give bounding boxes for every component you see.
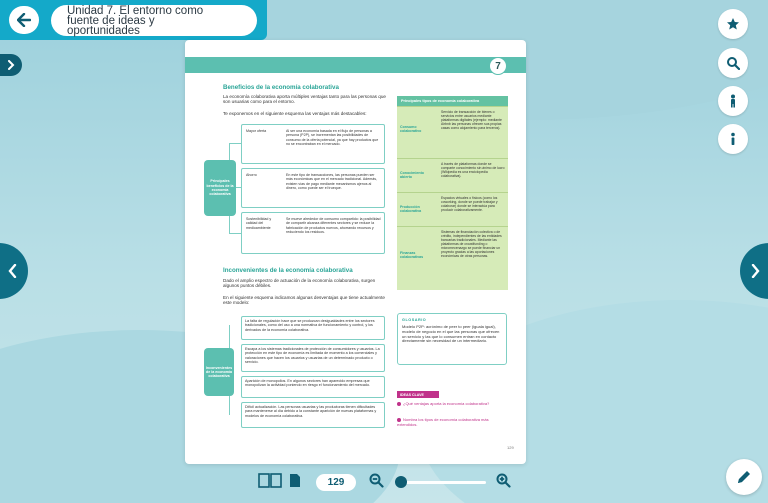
table-key: Producción colaborativa <box>400 205 422 214</box>
info-button[interactable] <box>718 124 748 154</box>
accessibility-button[interactable] <box>718 86 748 116</box>
connector-line <box>229 143 241 144</box>
paragraph: La economía colaborativa aporta múltiples ventajas tanto para las personas que son usuarias como para el entorno. <box>223 94 386 105</box>
chapter-number-badge: 7 <box>489 57 507 75</box>
table-value: Espacios virtuales o físicos (como los coworking, donde se puede trabajar y colaborar) donde se interactúa para producir colaborativamente. <box>441 196 498 212</box>
bookmark-button[interactable] <box>718 9 748 39</box>
key-idea-text: ¿Qué ventajas aporta la economía colaborativa? <box>403 401 490 407</box>
benefit-label: Ahorro <box>246 173 257 177</box>
types-table <box>397 96 508 290</box>
unit-title-line: Unidad 7. El entorno como <box>67 4 204 17</box>
zoom-in-icon <box>496 473 511 488</box>
edit-button[interactable] <box>726 459 762 495</box>
header-bar <box>0 0 267 40</box>
previous-page-button[interactable] <box>0 243 28 299</box>
double-page-icon <box>258 473 282 488</box>
drawback-item: Difícil actualización. Las personas usuarias y las productoras tienen dificultades para mantenerse al día debido a la constante aparición de nuevas plataformas y modelos de economía colaborativa. <box>241 402 385 428</box>
zoom-slider-track[interactable] <box>398 481 486 484</box>
person-icon <box>727 94 739 108</box>
key-ideas-tag: IDEAS CLAVE <box>397 391 439 398</box>
glossary-text: Modelo P2P: acrónimo de peer to peer (iguala igual), modelo de negocio en el que las personas que ofrecen un servicio y las que lo consumen entran en contacto directamente sin necesidad de un intermediario. <box>402 324 500 344</box>
drawback-item: La falta de regulación hace que se produzcan desigualdades entre los sectores tradicionales, como del uso a una normativa de funcionamiento y control, y los derivados de la economía colaborativa. <box>241 316 385 340</box>
benefit-item <box>241 124 385 164</box>
table-key: Consumo colaborativo <box>400 125 422 134</box>
zoom-out-icon <box>369 473 384 488</box>
benefit-label: Sostenibilidad y calidad del medioambiente <box>246 217 272 230</box>
key-idea-question <box>397 402 497 407</box>
table-value: A través de plataformas donde se comparte conocimiento sin ánimo de lucro (Wikipedia es una enciclopedia colaborativa). <box>441 162 505 178</box>
benefit-item <box>241 212 385 254</box>
benefit-text: En este tipo de transacciones, las personas pueden ser más económicas que en el mercado tradicional. Además, existen vías de pago mediante mecanismos ajenos al dinero, como puede ser el trueque. <box>286 173 378 190</box>
single-page-view-button[interactable] <box>289 473 301 488</box>
double-page-view-button[interactable] <box>258 473 282 488</box>
table-value: Servicio de transacción de bienes o servicios entre usuarios mediante plataformas digitales (ejemplo: mediante Airbnb las personas ofrecen sus propias casas como alojamiento para terceros). <box>441 110 502 130</box>
back-button[interactable] <box>9 6 39 34</box>
zoom-in-button[interactable] <box>496 473 511 488</box>
table-key: Finanzas colaborativas <box>400 251 424 260</box>
unit-title-text <box>67 6 203 36</box>
search-icon <box>726 56 740 70</box>
diagram-hub: Principales beneficios de la economía colaborativa <box>204 160 236 216</box>
table-header: Principales tipos de economía colaborativa <box>397 96 508 106</box>
paragraph: Dado el amplio espectro de actuación de la economía colaborativa, surgen algunos puntos débiles. <box>223 278 376 289</box>
benefit-item <box>241 168 385 208</box>
key-idea-question <box>397 418 497 428</box>
key-idea-text: Nombra los tipos de economía colaborativa más extendidos. <box>397 417 489 427</box>
arrow-left-icon <box>17 13 31 27</box>
unit-title-line: fuente de ideas y <box>67 14 155 27</box>
section-title: Beneficios de la economía colaborativa <box>223 84 339 91</box>
glossary-box <box>397 313 507 365</box>
unit-title <box>51 5 257 36</box>
chevron-left-icon <box>8 264 17 278</box>
table-row <box>397 192 508 226</box>
benefit-text: Se mueve alrededor de consumo compartido: la posibilidad de compartir alcanza diferentes sectores y se reduce la fabricación de productos nuevos, ahorrando recursos y reduciendo los residuos. <box>286 217 381 234</box>
table-row <box>397 106 508 158</box>
unit-title-line: oportunidades <box>67 24 140 37</box>
page-folio: 129 <box>507 445 514 450</box>
next-page-button[interactable] <box>740 243 768 299</box>
bullet-icon <box>397 402 401 406</box>
sidebar-toggle-button[interactable] <box>0 54 22 76</box>
info-icon <box>728 132 738 146</box>
drawback-item: Escapa a los sistemas tradicionales de protección de consumidores y usuarios. La protección en este tipo de economía es limitada de momento a los comerciales y valoraciones que hacen los usuarios y usuarias de un determinado producto o servicio. <box>241 344 385 372</box>
table-row <box>397 226 508 290</box>
benefit-label: Mayor oferta <box>246 129 267 133</box>
benefit-text: Al ser una economía basada en el flujo de personas a persona (P2P), se incrementan las posibilidades de consumo de la oferta potencial, ya que hay productos que no se encontraban en el mercado. <box>286 129 379 146</box>
connector-line <box>229 233 241 234</box>
paragraph: En el siguiente esquema indicamos algunas desventajas que tiene actualmente este modelo: <box>223 295 385 306</box>
page-number-input[interactable]: 129 <box>316 474 356 491</box>
search-button[interactable] <box>718 48 748 78</box>
star-icon <box>726 17 740 31</box>
zoom-out-button[interactable] <box>369 473 384 488</box>
drawback-item: Aparición de monopolios. En algunos sectores han aparecido empresas que monopolizan la actividad poniendo en riesgo el funcionamiento del mercado. <box>241 376 385 398</box>
section-title: Inconvenientes de la economía colaborativa <box>223 267 353 274</box>
diagram-hub: Inconvenientes de la economía colaborativa <box>204 348 234 396</box>
book-page <box>185 40 526 464</box>
chapter-band <box>185 57 526 73</box>
table-value: Sistemas de financiación colectiva o de crédito, independientes de las entidades bancarias tradicionales. Mediante las plataformas de crowdfunding o micromecenazgo se puede financiar un proyecto gracias a las aportaciones económicas de otras personas. <box>441 230 502 258</box>
single-page-icon <box>289 473 301 488</box>
pencil-icon <box>735 468 753 486</box>
table-key: Conocimiento abierto <box>400 171 424 180</box>
glossary-title: GLOSARIO <box>402 318 427 322</box>
chevron-right-icon <box>751 264 760 278</box>
paragraph: Te exponemos en el siguiente esquema las ventajas más destacables: <box>223 111 367 116</box>
table-row <box>397 158 508 192</box>
chevron-right-icon <box>7 60 15 70</box>
zoom-slider-handle[interactable] <box>395 476 407 488</box>
